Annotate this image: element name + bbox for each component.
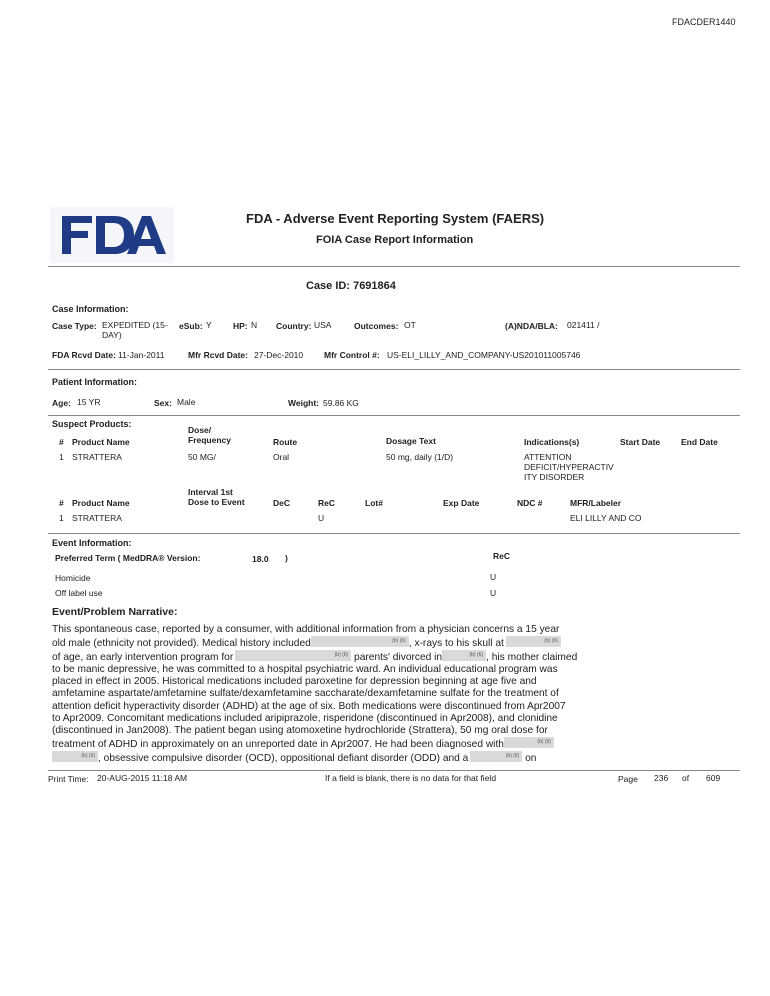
col-rec: ReC	[318, 498, 336, 508]
divider	[48, 369, 740, 370]
fda-rcvd-value: 11-Jan-2011	[118, 350, 165, 360]
col-start-date: Start Date	[620, 437, 661, 447]
narrative-line: attention deficit hyperactivity disorder (ADHD) at the age of six. Both medications were discontinued from Apr2007	[52, 700, 566, 712]
row-dose: 50 MG/	[188, 452, 216, 462]
fda-logo	[50, 207, 174, 263]
row-indication-1: ATTENTION	[524, 452, 572, 462]
col-dec: DeC	[273, 498, 291, 508]
of-label: of	[682, 773, 690, 783]
divider	[48, 770, 740, 771]
mfr-rcvd-label: Mfr Rcvd Date:	[188, 350, 248, 360]
preferred-term-label: Preferred Term ( MedDRA® Version:	[55, 553, 201, 563]
row2-num: 1	[59, 513, 64, 523]
divider	[48, 266, 740, 267]
mfr-control-label: Mfr Control #:	[324, 350, 380, 360]
case-type-label: Case Type:	[52, 321, 97, 331]
footer-note: If a field is blank, there is no data for that field	[325, 773, 497, 783]
narrative-line: treatment of ADHD in approximately on an unreported date in Apr2007. He had been diagnosed with (b) (6)	[52, 737, 612, 751]
col-exp-date: Exp Date	[443, 498, 480, 508]
sex-value: Male	[177, 397, 196, 407]
row-dosage-text: 50 mg, daily (1/D)	[386, 452, 454, 462]
event-rec: U	[490, 588, 497, 598]
print-time-value: 20-AUG-2015 11:18 AM	[97, 773, 188, 783]
col-ndc: NDC #	[517, 498, 543, 508]
col-dosage-text: Dosage Text	[386, 436, 436, 446]
fda-logo-text: FDA	[112, 259, 114, 260]
age-value: 15 YR	[77, 397, 101, 407]
fda-logo-icon	[50, 207, 174, 263]
row2-product: STRATTERA	[72, 513, 122, 523]
redaction-box: (b) (6)	[504, 737, 554, 748]
hp-label: HP:	[233, 321, 248, 331]
page-label: Page	[618, 774, 638, 784]
narrative-line: to Apr2009. Concomitant medications included aripiprazole, risperidone (discontinued in Apr2008), and clonidine	[52, 712, 558, 724]
nda-value: 021411 /	[567, 320, 600, 330]
narrative-line: amfetamine aspartate/amfetamine sulfate/dexamfetamine saccharate/dexamfetamine sulfate for the treatment of	[52, 688, 559, 700]
redaction-box: (b) (6)	[311, 636, 409, 647]
divider	[48, 533, 740, 534]
col-interval-2: Dose to Event	[188, 497, 245, 507]
narrative-heading: Event/Problem Narrative:	[52, 606, 178, 618]
sex-label: Sex:	[154, 398, 172, 408]
case-type-value-1: EXPEDITED (15-	[102, 320, 168, 330]
event-term: Homicide	[55, 573, 91, 583]
col-num-2: #	[59, 498, 64, 508]
col-route: Route	[273, 437, 298, 447]
redaction-box: (b) (6)	[470, 751, 522, 762]
event-rec-label: ReC	[493, 551, 511, 561]
redaction-box: (b) (6)	[442, 650, 486, 661]
col-dose-1: Dose/	[188, 425, 212, 435]
col-lot: Lot#	[365, 498, 383, 508]
redaction-box: (b) (6)	[235, 650, 351, 661]
event-term: Off label use	[55, 588, 103, 598]
redaction-box: (b) (6)	[506, 636, 561, 647]
col-end-date: End Date	[681, 437, 718, 447]
mfr-control-value: US-ELI_LILLY_AND_COMPANY-US201011005746	[387, 350, 581, 360]
age-label: Age:	[52, 398, 71, 408]
fda-rcvd-label: FDA Rcvd Date:	[52, 350, 116, 360]
page-total: 609	[706, 773, 721, 783]
report-title: FDA - Adverse Event Reporting System (FAERS)	[246, 211, 545, 226]
row-indication-3: ITY DISORDER	[524, 472, 585, 482]
suspect-heading: Suspect Products:	[52, 419, 132, 429]
col-dose-2: Frequency	[188, 435, 231, 445]
page-number: 236	[654, 773, 669, 783]
mfr-rcvd-value: 27-Dec-2010	[254, 350, 304, 360]
row2-mfr: ELI LILLY AND CO	[570, 513, 642, 523]
hp-value: N	[251, 320, 258, 330]
narrative-line: old male (ethnicity not provided). Medical history included (b) (6) , x-rays to his skull at (b) (6)	[52, 636, 612, 650]
narrative-line: (discontinued in Jan2008). The patient began using atomoxetine hydrochloride (Strattera), 50 mg oral dose for	[52, 724, 548, 736]
narrative-line: to be manic depressive, he was committed to a hospital psychiatric ward. An individual educational program was	[52, 664, 558, 676]
event-rec: U	[490, 572, 497, 582]
row-num: 1	[59, 452, 64, 462]
row-product: STRATTERA	[72, 452, 122, 462]
close-paren: )	[285, 553, 288, 563]
event-heading: Event Information:	[52, 538, 132, 548]
col-product-2: Product Name	[72, 498, 130, 508]
country-value: USA	[314, 320, 332, 330]
narrative-line: of age, an early intervention program for (b) (6) parents' divorced in (b) (6) , his mother claimed	[52, 652, 578, 664]
redaction-box: (b) (6)	[52, 751, 98, 762]
narrative-line: (b) (6) , obsessive compulsive disorder (OCD), oppositional defiant disorder (ODD) and a (b) (6) on	[52, 751, 612, 765]
case-id: Case ID: 7691864	[306, 280, 396, 292]
case-type-value-2: DAY)	[102, 330, 122, 340]
esub-label: eSub:	[179, 321, 203, 331]
col-indications: Indications(s)	[524, 437, 580, 447]
narrative-line: This spontaneous case, reported by a consumer, with additional information from a physician concerns a 15 year	[52, 624, 560, 635]
outcomes-value: OT	[404, 320, 416, 330]
narrative-line: placed in effect in 2005. Historical medications included paroxetine for depression beginning at age five and	[52, 676, 537, 688]
weight-value: 59.86 KG	[323, 398, 359, 408]
document-id: FDACDER1440	[672, 17, 736, 27]
narrative-body	[52, 624, 612, 765]
meddra-version: 18.0	[252, 554, 269, 564]
patient-heading: Patient Information:	[52, 377, 137, 387]
col-product: Product Name	[72, 437, 130, 447]
row-indication-2: DEFICIT/HYPERACTIV	[524, 462, 614, 472]
divider	[48, 415, 740, 416]
col-num: #	[59, 437, 64, 447]
row-route: Oral	[273, 452, 290, 462]
outcomes-label: Outcomes:	[354, 321, 399, 331]
nda-label: (A)NDA/BLA:	[505, 321, 558, 331]
print-time-label: Print Time:	[48, 774, 89, 784]
esub-value: Y	[206, 320, 212, 330]
case-info-heading: Case Information:	[52, 304, 129, 314]
col-interval-1: Interval 1st	[188, 487, 233, 497]
country-label: Country:	[276, 321, 312, 331]
row2-rec: U	[318, 513, 325, 523]
report-subtitle: FOIA Case Report Information	[316, 234, 474, 246]
col-mfr-labeler: MFR/Labeler	[570, 498, 622, 508]
weight-label: Weight:	[288, 398, 320, 408]
